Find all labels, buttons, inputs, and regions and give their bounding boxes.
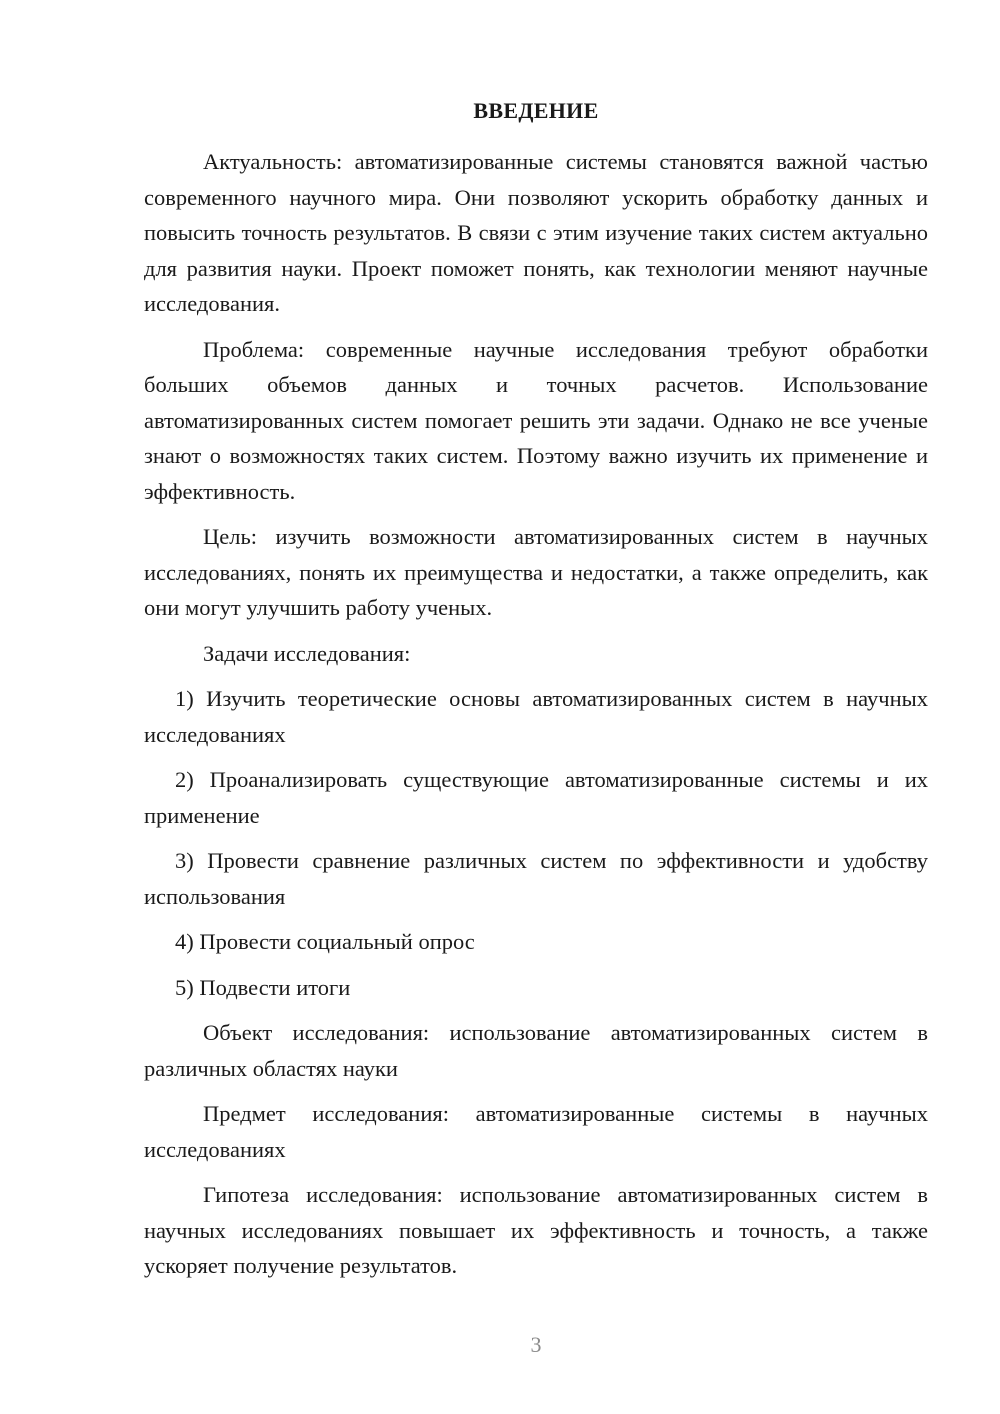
hypothesis-paragraph: Гипотеза исследования: использование автоматизированных систем в научных исследованиях повышает их эффективность и точность, а также ускоряет получение результатов. bbox=[144, 1182, 928, 1278]
goal-paragraph: Цель: изучить возможности автоматизированных систем в научных исследованиях, понять их преимущества и недостатки, а также определить, как они могут улучшить работу ученых. bbox=[144, 524, 928, 620]
relevance-paragraph: Актуальность: автоматизированные системы становятся важной частью современного научного мира. Они позволяют ускорить обработку данных и повысить точность результатов. В связи с этим изучение таких систем актуально для развития науки. Проект поможет понять, как технологии меняют научные исследования. bbox=[144, 149, 928, 316]
task-item-1: 1) Изучить теоретические основы автоматизированных систем в научных исследованиях bbox=[144, 686, 928, 747]
task-item-5: 5) Подвести итоги bbox=[175, 974, 351, 1000]
object-paragraph: Объект исследования: использование автоматизированных систем в различных областях науки bbox=[144, 1020, 928, 1081]
task-item-4: 4) Провести социальный опрос bbox=[175, 929, 475, 954]
page-number: 3 bbox=[530, 1332, 542, 1357]
tasks-heading: Задачи исследования: bbox=[203, 640, 411, 666]
problem-paragraph: Проблема: современные научные исследования требуют обработки больших объемов данных и точных расчетов. Использование автоматизированных систем помогает решить эти задачи. Однако не все ученые знают о возможностях таких систем. Поэтому важно изучить их применение и эффективность. bbox=[144, 336, 928, 504]
subject-paragraph: Предмет исследования: автоматизированные системы в научных исследованиях bbox=[144, 1101, 928, 1162]
task-item-2: 2) Проанализировать существующие автоматизированные системы и их применение bbox=[144, 767, 928, 828]
document-body bbox=[144, 144, 928, 1294]
task-item-3: 3) Провести сравнение различных систем по эффективности и удобству использования bbox=[144, 848, 928, 909]
page-title: ВВЕДЕНИЕ bbox=[473, 98, 599, 123]
